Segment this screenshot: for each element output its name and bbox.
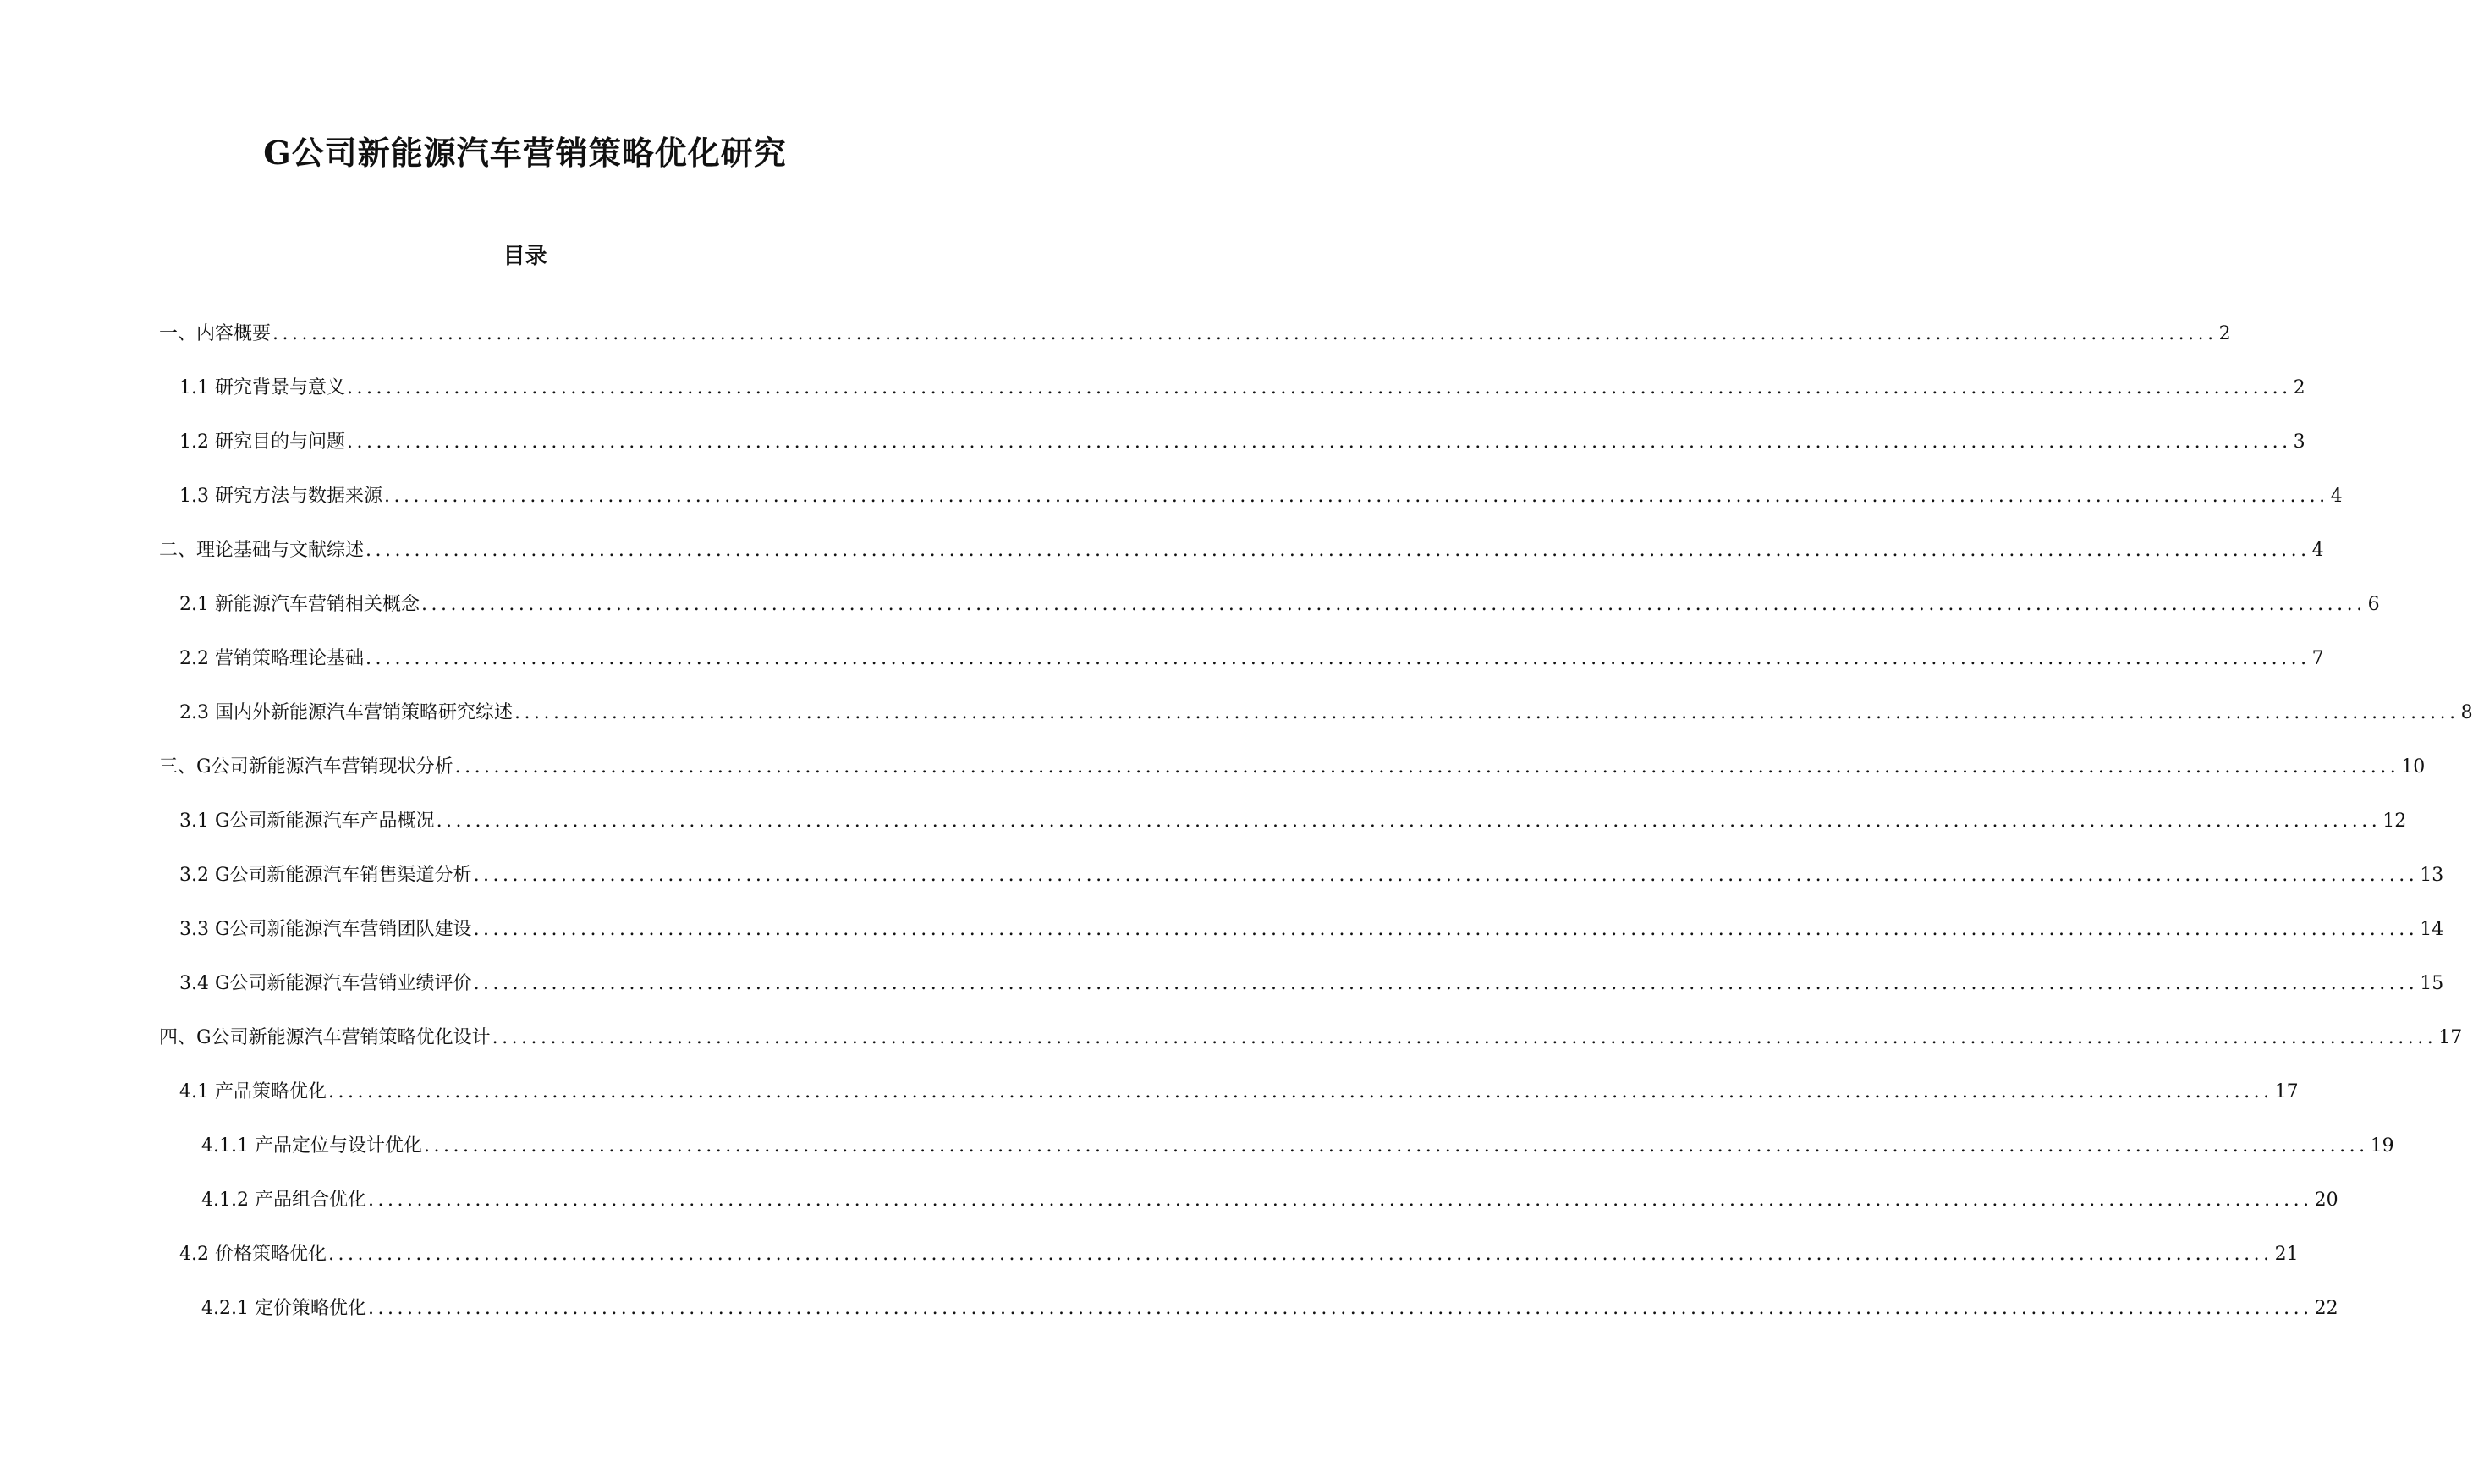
toc-entry-page: 22 — [2314, 1298, 2338, 1319]
toc-leader-dots: ........................................................................................................................................................................................................ — [514, 702, 2459, 723]
document-title: G公司新能源汽车营销策略优化研究 — [263, 134, 787, 172]
toc-entry-page: 19 — [2370, 1135, 2394, 1157]
toc-entry-text: 2.2 营销策略理论基础 — [179, 648, 364, 669]
toc-entry[interactable] — [201, 1294, 2338, 1323]
toc-entry[interactable] — [159, 753, 2426, 782]
toc-entry[interactable] — [179, 699, 2473, 728]
toc-entry[interactable] — [179, 970, 2444, 998]
toc-entry-page: 17 — [2274, 1081, 2299, 1102]
toc-leader-dots: ........................................................................................................................................................................................................ — [492, 1027, 2437, 1048]
toc-entry-text: 2.3 国内外新能源汽车营销策略研究综述 — [179, 702, 513, 723]
toc-entry[interactable] — [179, 1078, 2299, 1107]
toc-leader-dots: ........................................................................................................................................................................................................ — [365, 648, 2311, 669]
toc-leader-dots: ........................................................................................................................................................................................................ — [346, 377, 2292, 398]
toc-entry-page: 2 — [2293, 377, 2305, 398]
toc-heading: 目录 — [503, 244, 547, 269]
toc-entry-page: 2 — [2218, 323, 2231, 344]
toc-entry-page: 12 — [2382, 811, 2407, 832]
toc-entry-page: 8 — [2460, 702, 2473, 723]
toc-leader-dots: ........................................................................................................................................................................................................ — [436, 811, 2382, 832]
toc-entry-text: 3.4 G公司新能源汽车营销业绩评价 — [179, 973, 472, 994]
toc-leader-dots: ........................................................................................................................................................................................................ — [327, 1081, 2273, 1102]
toc-entry[interactable] — [159, 536, 2324, 565]
toc-entry-text: 2.1 新能源汽车营销相关概念 — [179, 594, 420, 615]
toc-entry-text: 四、G公司新能源汽车营销策略优化设计 — [159, 1027, 491, 1048]
toc-entry-page: 3 — [2293, 431, 2305, 453]
toc-entry-text: 4.1.2 产品组合优化 — [201, 1190, 366, 1211]
toc-entry-page: 4 — [2311, 540, 2324, 561]
toc-entry[interactable] — [179, 428, 2305, 457]
toc-entry-page: 21 — [2274, 1244, 2299, 1265]
toc-entry-page: 6 — [2367, 594, 2380, 615]
toc-leader-dots: ........................................................................................................................................................................................................ — [367, 1298, 2313, 1319]
toc-entry-text: 1.1 研究背景与意义 — [179, 377, 345, 398]
toc-entry[interactable] — [201, 1132, 2394, 1161]
toc-entry-text: 二、理论基础与文献综述 — [159, 540, 365, 561]
toc-entry[interactable] — [179, 807, 2407, 836]
toc-leader-dots: ........................................................................................................................................................................................................ — [346, 431, 2292, 453]
toc-entry-text: 4.2.1 定价策略优化 — [201, 1298, 366, 1319]
toc-entry[interactable] — [179, 915, 2444, 944]
toc-leader-dots: ........................................................................................................................................................................................................ — [420, 594, 2366, 615]
toc-entry-text: 1.2 研究目的与问题 — [179, 431, 345, 453]
toc-entry-page: 14 — [2420, 919, 2444, 940]
toc-entry-text: 三、G公司新能源汽车营销现状分析 — [159, 756, 453, 778]
toc-entry-text: 3.1 G公司新能源汽车产品概况 — [179, 811, 435, 832]
toc-leader-dots: ........................................................................................................................................................................................................ — [423, 1135, 2369, 1157]
toc-leader-dots: ........................................................................................................................................................................................................ — [454, 756, 2400, 778]
toc-entry-text: 一、内容概要 — [159, 323, 272, 344]
toc-entry-text: 1.3 研究方法与数据来源 — [179, 486, 382, 507]
toc-entry[interactable] — [159, 320, 2231, 349]
toc-entry[interactable] — [179, 645, 2324, 673]
toc-leader-dots: ........................................................................................................................................................................................................ — [473, 865, 2419, 886]
toc-entry[interactable] — [179, 482, 2343, 511]
toc-entry-page: 15 — [2420, 973, 2444, 994]
toc-leader-dots: ........................................................................................................................................................................................................ — [367, 1190, 2313, 1211]
toc-entry-text: 3.3 G公司新能源汽车营销团队建设 — [179, 919, 472, 940]
toc-entry-page: 7 — [2311, 648, 2324, 669]
toc-leader-dots: ........................................................................................................................................................................................................ — [365, 540, 2311, 561]
toc-entry[interactable] — [179, 591, 2380, 619]
toc-leader-dots: ........................................................................................................................................................................................................ — [383, 486, 2329, 507]
toc-entry-page: 20 — [2314, 1190, 2338, 1211]
toc-entry-text: 4.1 产品策略优化 — [179, 1081, 327, 1102]
toc-leader-dots: ........................................................................................................................................................................................................ — [473, 919, 2419, 940]
toc-entry[interactable] — [179, 374, 2305, 403]
toc-entry[interactable] — [179, 861, 2444, 890]
toc-entry-page: 10 — [2401, 756, 2426, 778]
toc-entry[interactable] — [179, 1240, 2299, 1269]
toc-leader-dots: ........................................................................................................................................................................................................ — [272, 323, 2217, 344]
toc-leader-dots: ........................................................................................................................................................................................................ — [327, 1244, 2273, 1265]
toc-entry-text: 4.1.1 产品定位与设计优化 — [201, 1135, 422, 1157]
toc-entry-text: 3.2 G公司新能源汽车销售渠道分析 — [179, 865, 472, 886]
toc-entry[interactable] — [201, 1186, 2338, 1215]
toc-entry-page: 4 — [2330, 486, 2343, 507]
toc-leader-dots: ........................................................................................................................................................................................................ — [473, 973, 2419, 994]
toc-entry[interactable] — [159, 1024, 2463, 1053]
toc-entry-text: 4.2 价格策略优化 — [179, 1244, 327, 1265]
toc-entry-page: 13 — [2420, 865, 2444, 886]
toc-entry-page: 17 — [2438, 1027, 2463, 1048]
